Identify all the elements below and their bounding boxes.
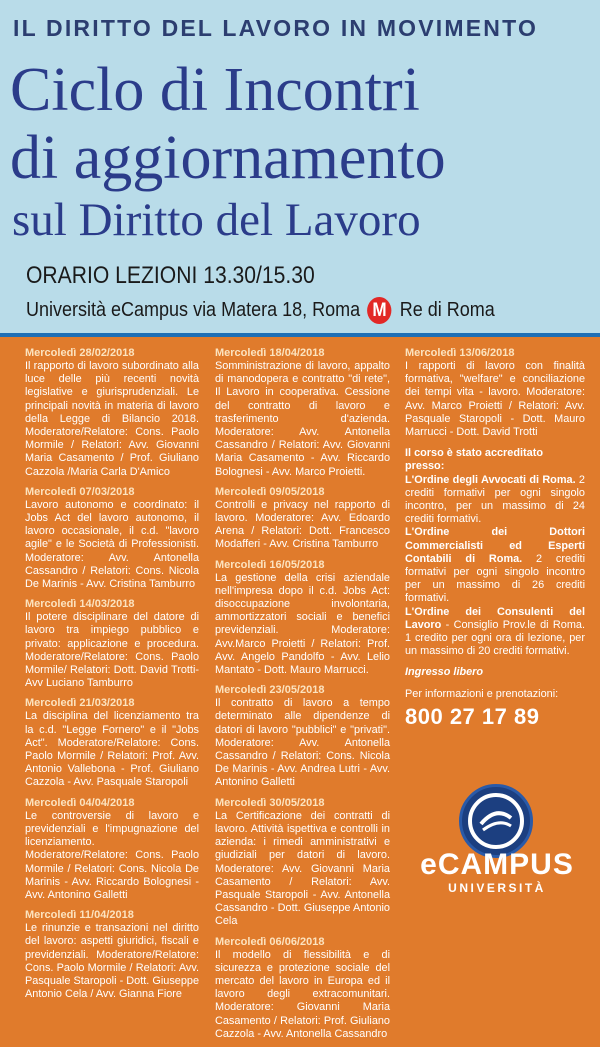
session-entry [25,908,199,1001]
schedule-column-3 [405,346,585,729]
session-text: Il rapporto di lavoro subordinato alla luce delle più recenti novità legislative e giurisprudenziali. Le principali novità in materia di lavoro della Legge di Bilancio 2018. Moderatore/Relatore: Cons. Paolo Mormile / Relatori: Avv. Giovanni Maria Casamento / Prof. Giuliano Cazzola /Maria Carla D'Amico [25,360,199,478]
free-entry-note: Ingresso libero [405,666,484,679]
session-entry [25,346,199,479]
logo-subtitle: UNIVERSITÀ [448,881,546,895]
schedule-hours: ORARIO LEZIONI 13.30/15.30 [26,262,315,289]
session-text: Lavoro autonomo e coordinato: il Jobs Act del lavoro autonomo, il lavoro occasionale, il c.d. "lavoro agile" e le Società di Professionisti. Moderatore: Avv. Antonella Cassandro / Relatori: Cons. Nicola De Marinis - Avv. Cristina Tamburro [25,498,199,591]
session-date: Mercoledì 18/04/2018 [215,347,325,359]
session-date: Mercoledì 14/03/2018 [25,598,135,611]
session-date: Mercoledì 04/04/2018 [25,796,135,809]
session-date: Mercoledì 30/05/2018 [215,796,325,809]
logo-wordmark: eCAMPUS [420,848,574,881]
ecampus-logo-icon [459,784,533,858]
metro-icon: M [367,297,391,324]
session-entry [215,485,390,552]
schedule-column-1 [25,346,199,1007]
session-text: Controlli e privacy nel rapporto di lavoro. Moderatore: Avv. Edoardo Arena / Relatori: Dott. Francesco Modafferi - Avv. Cristina Tamburro [215,498,390,551]
info-label: Per informazioni e prenotazioni: [405,687,559,700]
session-entry [215,683,390,789]
divider-bar [0,333,600,337]
session-text: Somministrazione di lavoro, appalto di manodopera e contratto "di rete", Il Lavoro in cooperativa. Cessione del contratto di lavoro e trasferimento d'azienda. Moderatore: Avv. Antonella Cassandro / Relatori: Avv. Giovanni Maria Casamento - Avv. Riccardo Bolognesi - Avv. Marco Proietti. [215,360,390,478]
session-entry [215,935,390,1041]
title-line-1: Ciclo di Incontri [10,56,420,124]
session-text: Il potere disciplinare del datore di lavoro tra impiego pubblico e privato: applicazione e procedura. Moderatore/Relatore: Cons. Paolo Mormile/ Relatori: Dott. David Trotti- Avv Luciano Tamburro [25,611,199,690]
accreditation-item: L'Ordine dei Dottori Commercialisti ed Esperti Contabili di Roma. 2 crediti formativi per ogni singolo incontro per un massimo di 26 crediti formativi. [405,526,585,605]
session-date: Mercoledì 11/04/2018 [25,909,134,922]
accreditation-item: L'Ordine dei Consulenti del Lavoro - Consiglio Prov.le di Roma. 1 credito per ogni ora di lezione, per un massimo di 20 crediti formativi. [405,605,585,658]
title-line-3: sul Diritto del Lavoro [12,194,421,246]
schedule-column-2 [215,346,390,1047]
session-text: Il contratto di lavoro a tempo determinato alle dipendenze di datori di lavoro "pubblici" e "privati". Moderatore: Avv. Antonella Cassandro / Relatori: Cons. Nicola De Marinis - Avv. Andrea Lutri - Avv. Antonino Galletti [215,697,390,789]
accreditation-title: Il corso è stato accreditato presso: [405,447,543,473]
session-entry [25,796,199,902]
title-line-2: di aggiornamento [10,124,446,192]
accreditation-item: L'Ordine degli Avvocati di Roma. 2 crediti formativi per ogni singolo incontro, per un massimo di 24 crediti formativi. [405,473,585,526]
session-entry [215,558,390,678]
session-entry [25,597,199,690]
session-entry [405,346,585,439]
session-date: Mercoledì 23/05/2018 [215,684,325,697]
session-text: La gestione della crisi aziendale nell'impresa dopo il c.d. Jobs Act: disoccupazione involontaria, ammortizzatori sociali e benefici previdenziali. Moderatore: Avv.Marco Proietti / Relatori: Prof. Avv. Angelo Pandolfo - Avv. Lelio Mantato - Dott. Mauro Marrucci. [215,571,390,677]
session-entry [215,346,390,479]
session-text: La disciplina del licenziamento tra la c.d. "Legge Fornero" e il "Jobs Act". Moderatore/Relatore: Cons. Paolo Mormile / Relatori: Prof. Avv. Antonio Vallebona - Prof. Giuliano Cazzola - Avv. Pasquale Staropoli [25,710,199,789]
session-date: Mercoledì 16/05/2018 [215,558,325,571]
accreditation-section [405,447,585,658]
session-date: Mercoledì 13/06/2018 [405,347,515,359]
session-text: La Certificazione dei contratti di lavoro. Attività ispettiva e controlli in azienda: i rimedi amministrativi e giudiziali per datori di lavoro. Moderatore: Avv. Giovanni Maria Casamento / Relatori: Avv. Pasquale Staropoli - Avv. Antonella Cassandro - Dott. Giuseppe Antonio Cela [215,809,390,928]
session-date: Mercoledì 06/06/2018 [215,935,325,948]
session-text: I rapporti di lavoro con finalità formativa, "welfare" e conciliazione dei tempi vita - lavoro. Moderatore: Avv. Marco Proietti / Relatori: Avv. Pasquale Staropoli - Dott. Mauro Marrucci - Dott. David Trotti [405,360,585,439]
metro-station: Re di Roma [399,299,495,321]
session-date: Mercoledì 09/05/2018 [215,485,325,498]
venue-address: Università eCampus via Matera 18, Roma [26,299,361,321]
session-entry [215,796,390,929]
venue-line [26,297,495,324]
session-date: Mercoledì 07/03/2018 [25,485,135,498]
header-panel [0,0,600,333]
session-entry [25,696,199,789]
phone-number[interactable]: 800 27 17 89 [405,703,540,729]
session-text: Le controversie di lavoro e previdenziali e l'impugnazione del licenziamento. Moderatore/Relatore: Cons. Paolo Mormile / Relatori: Cons. Nicola De Marinis - Avv. Riccardo Bolognesi - Avv. Antonino Galletti [25,809,199,901]
header-kicker: IL DIRITTO DEL LAVORO IN MOVIMENTO [13,15,539,41]
session-text: Le rinunzie e transazioni nel diritto del lavoro: aspetti giuridici, fiscali e previdenziali. Moderatore/Relatore: Cons. Paolo Mormile / Relatori: Avv. Pasquale Staropoli - Dott. Giuseppe Antonio Cela / Avv. Gianna Fiore [25,922,199,1001]
session-date: Mercoledì 21/03/2018 [25,697,135,710]
session-text: Il modello di flessibilità e di sicurezza e protezione sociale del mercato del lavoro in Europa ed il lavoro degli extracomunitari. Moderatore: Giovanni Maria Casamento / Relatori: Prof. Giuliano Cazzola - Avv. Antonella Cassandro [215,948,390,1040]
session-date: Mercoledì 28/02/2018 [25,347,135,359]
session-entry [25,485,199,591]
